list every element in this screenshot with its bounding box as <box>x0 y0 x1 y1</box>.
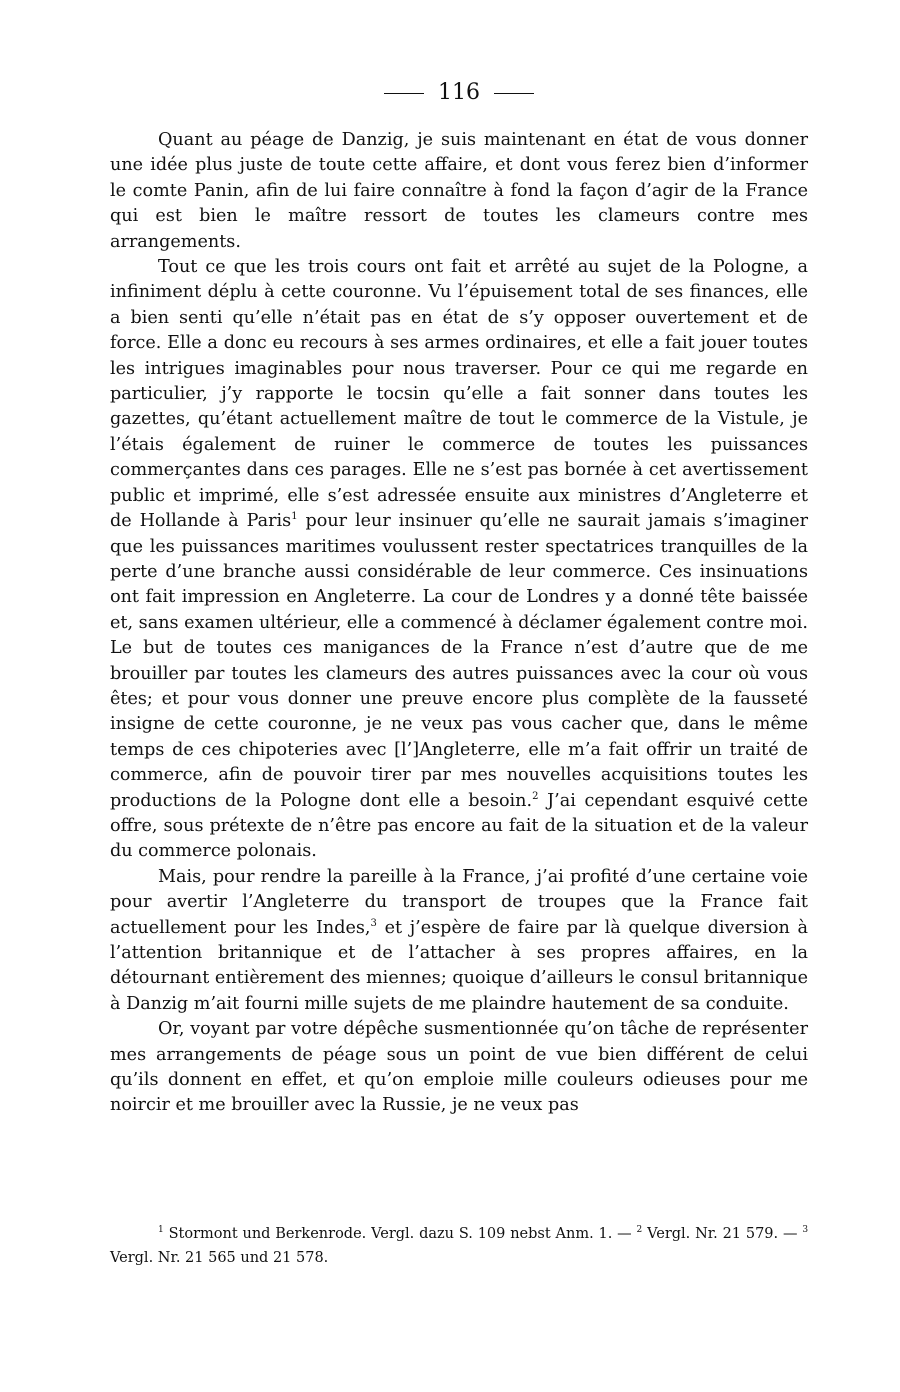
paragraph-3 <box>110 865 808 1017</box>
paragraph-3-text-a: Mais, pour rendre la pareille à la France, j’ai profité d’une certaine voie pour avertir l’Angleterre du transport de troupes que la France fait actuellement pour les Indes, <box>110 866 808 938</box>
footnote-2-mark: 2 <box>636 1225 643 1236</box>
paragraph-1 <box>110 128 808 255</box>
header-rule-left <box>384 93 424 94</box>
footnote-1: Stormont und Berkenrode. Vergl. dazu S. 109 nebst Anm. 1. — <box>168 1226 632 1242</box>
footnote-1-mark: 1 <box>158 1225 164 1236</box>
page-number: 116 <box>438 80 480 105</box>
paragraph-2 <box>110 255 808 865</box>
footnote-2: Vergl. Nr. 21 579. — <box>647 1226 798 1242</box>
paragraph-2-text-a: Tout ce que les trois cours ont fait et arrêté au sujet de la Pologne, a infiniment déplu à cette couronne. Vu l’épuisement total de ses finances, elle a bien senti qu’elle n’était pas en état de s’y opposer ouvertement et de force. Elle a donc eu recours à ses armes ordinaires, et elle a fait jouer toutes les intrigues imaginables pour nous traverser. Pour ce qui me regarde en particulier, j’y rapporte le tocsin qu’elle a fait sonner dans toutes les gazettes, qu’étant actuellement maître de tout le commerce de la Vistule, je l’étais également de ruiner le commerce de toutes les puissances commerçantes dans ces parages. Elle ne s’est pas bornée à cet avertissement public et imprimé, elle s’est adressée ensuite aux ministres d’Angleterre et de Hollande à Paris <box>110 257 808 532</box>
paragraph-4-text: Or, voyant par votre dépêche susmentionnée qu’on tâche de représenter mes arrangements de péage sous un point de vue bien différent de celui qu’ils donnent en effet, et qu’on emploie mille couleurs odieuses pour me noircir et me brouiller avec la Russie, je ne veux pas <box>110 1019 808 1116</box>
note-ref-3: 3 <box>370 917 377 929</box>
note-ref-1: 1 <box>291 511 298 523</box>
footnote-3-mark: 3 <box>802 1225 809 1236</box>
paragraph-2-text-c: J’ai cependant esquivé cette offre, sous prétexte de n’être pas encore au fait de la situation et de la valeur du commerce polonais. <box>110 790 808 862</box>
page-header <box>110 78 808 108</box>
paragraph-1-text: Quant au péage de Danzig, je suis maintenant en état de vous donner une idée plus juste de toute cette affaire, et dont vous ferez bien d’informer le comte Panin, afin de lui faire connaître à fond la façon d’agir de la France qui est bien le maître ressort de toutes les clameurs contre mes arrangements. <box>110 130 808 252</box>
paragraph-2-text-b: pour leur insinuer qu’elle ne saurait jamais s’imaginer que les puissances maritimes voulussent rester spectatrices tranquilles de la perte d’une branche aussi considérable de leur commerce. Ces insinuations ont fait impression en Angleterre. La cour de Londres y a donné tête baissée et, sans examen ultérieur, elle a commencé à déclamer également contre moi. Le but de toutes ces manigances de la France n’est d’autre que de me brouiller par toutes les clameurs des autres puissances avec la cour où vous êtes; et pour vous donner une preuve encore plus complète de la fausseté insigne de cette couronne, je ne veux pas vous cacher que, dans le même temps de ces chipoteries avec [l’]Angleterre, elle m’a fait offrir un traité de commerce, afin de pouvoir tirer par mes nouvelles acquisitions toutes les productions de la Pologne dont elle a besoin. <box>110 511 809 811</box>
paragraph-4 <box>110 1017 808 1119</box>
page-body <box>110 128 808 1119</box>
note-ref-2: 2 <box>532 790 539 802</box>
header-rule-right <box>494 93 534 94</box>
paragraph-3-text-b: et j’espère de faire par là quelque diversion à l’attention britannique et de l’attacher à ses propres affaires, en la détournant entièrement des miennes; quoique d’ailleurs le consul britannique à Danzig m’ait fourni mille sujets de me plaindre hautement de sa conduite. <box>110 917 809 1014</box>
footnotes <box>110 1222 808 1270</box>
footnote-3: Vergl. Nr. 21 565 und 21 578. <box>110 1250 329 1266</box>
